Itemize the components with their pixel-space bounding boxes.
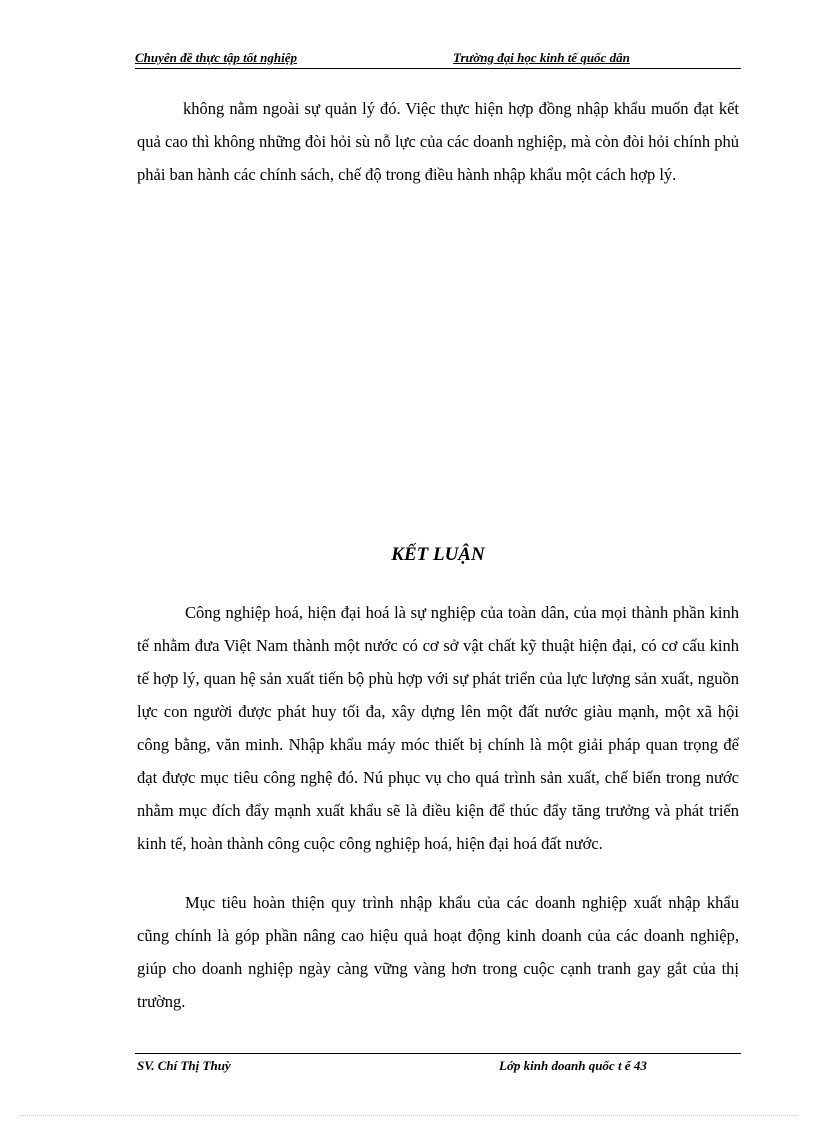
header-document-type: Chuyên đề thực tập tốt nghiệp	[135, 50, 297, 65]
footer-rule	[135, 1053, 741, 1054]
conclusion-paragraph-1: Công nghiệp hoá, hiện đại hoá là sự nghiệp của toàn dân, của mọi thành phần kinh tế nhằm đưa Việt Nam thành một nước có cơ sở vật chất kỹ thuật hiện đại, có cơ cấu kinh tế hợp lý, quan hệ sản xuất tiến bộ phù hợp với sự phát triển của lực lượng sản xuất, nguồn lực con người được phát huy tối đa, xây dựng lên một đất nước giàu mạnh, một xã hội công bằng, văn minh. Nhập khẩu máy móc thiết bị chính là một giải pháp quan trọng để đạt được mục tiêu công nghệ đó. Nú phục vụ cho quá trình sản xuất, chế biến trong nước nhằm mục đích đẩy mạnh xuất khẩu sẽ là điều kiện để thúc đẩy tăng trưởng và phát triển kinh tế, hoàn thành công cuộc công nghiệp hoá, hiện đại hoá đất nước.	[137, 603, 739, 853]
page-header	[135, 50, 741, 68]
page-footer	[137, 1058, 741, 1076]
footer-class-name: Lớp kinh doanh quốc t ế 43	[499, 1058, 647, 1073]
body-paragraph-continuation: không nằm ngoài sự quản lý đó. Việc thực hiện hợp đồng nhập khẩu muốn đạt kết quả cao thì không những đòi hỏi sù nỗ lực của các doanh nghiệp, mà còn đòi hỏi chính phủ phải ban hành các chính sách, chế độ trong điều hành nhập khẩu một cách hợp lý.	[137, 99, 739, 184]
conclusion-paragraph-2: Mục tiêu hoàn thiện quy trình nhập khẩu của các doanh nghiệp xuất nhập khẩu cũng chính là góp phần nâng cao hiệu quả hoạt động kinh doanh của các doanh nghiệp, giúp cho doanh nghiệp ngày càng vững vàng hơn trong cuộc cạnh tranh gay gắt của thị trường.	[137, 893, 739, 1011]
footer-student-name: SV. Chí Thị Thuỳ	[137, 1058, 231, 1073]
page-bottom-divider	[20, 1115, 796, 1116]
header-university: Trường đại học kinh tế quốc dân	[453, 50, 630, 65]
section-heading-conclusion: KẾT LUẬN	[391, 544, 485, 565]
header-rule	[135, 68, 741, 69]
